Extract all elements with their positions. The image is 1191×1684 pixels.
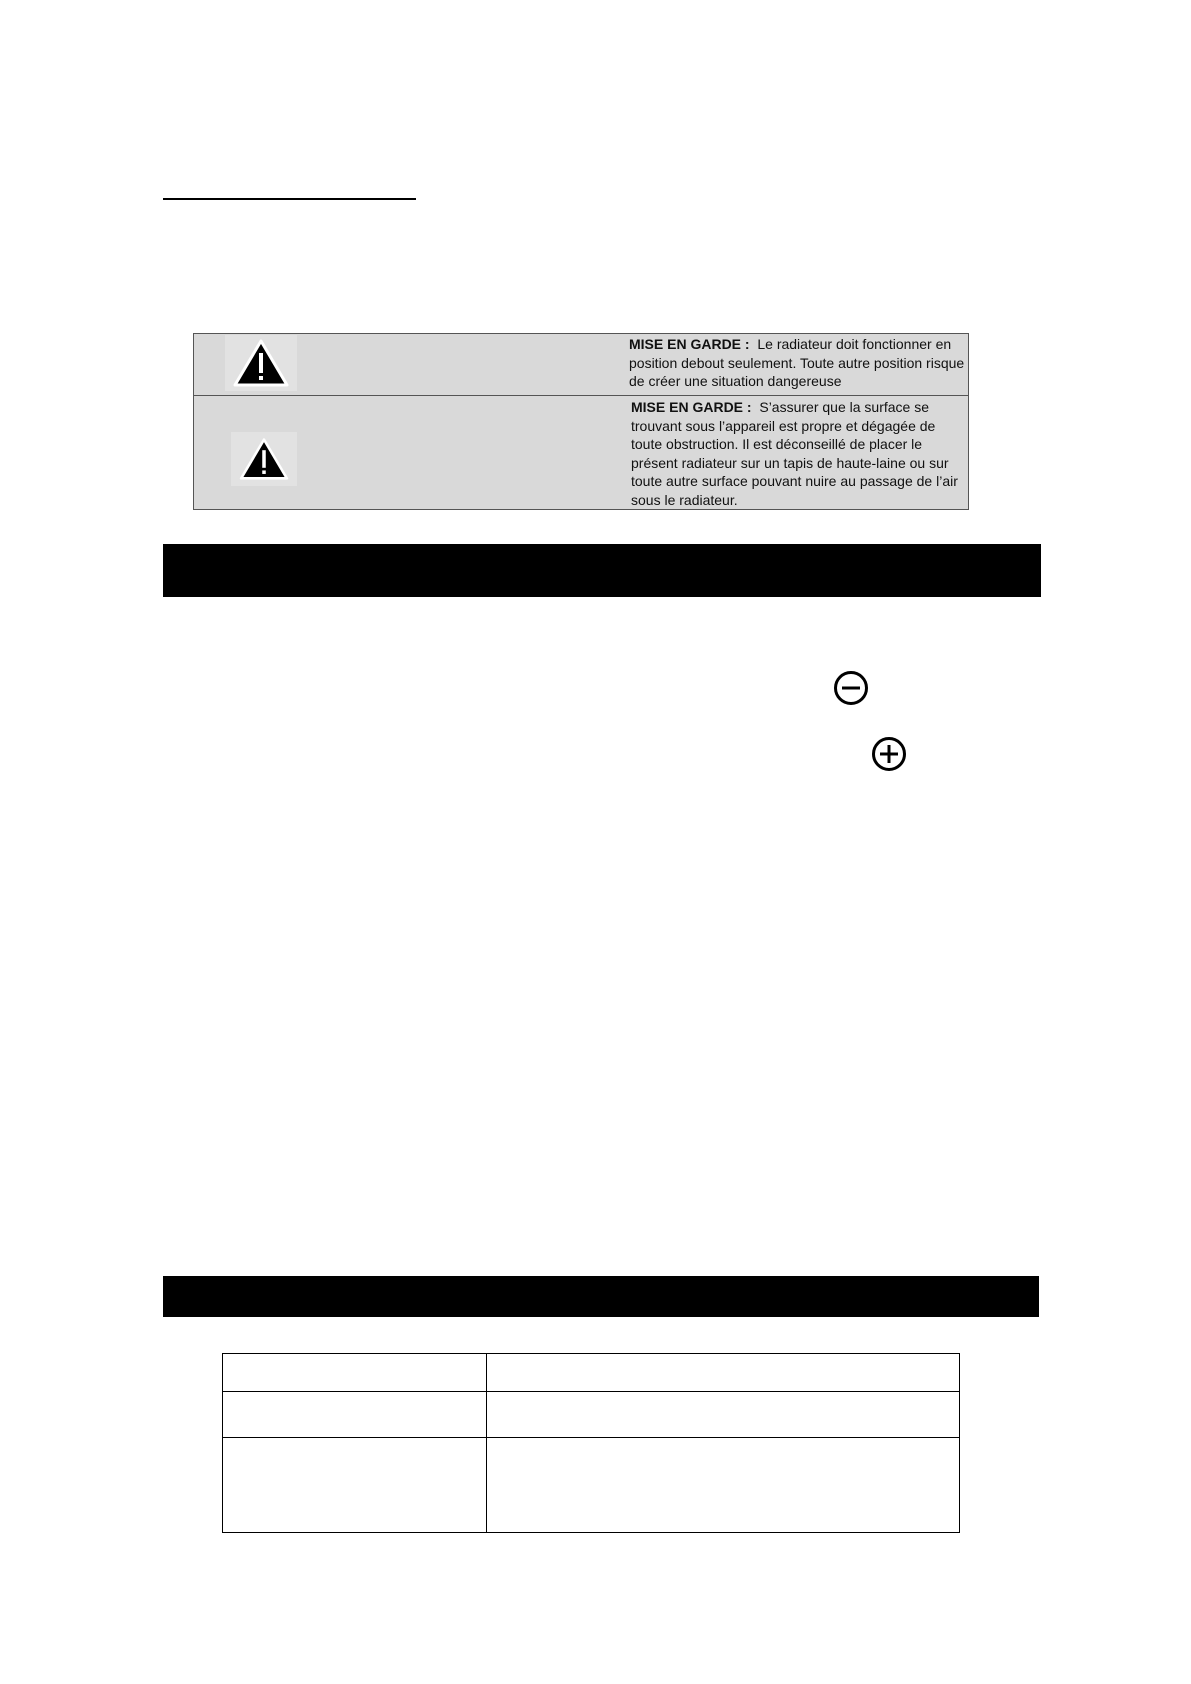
heading-underline — [163, 198, 416, 200]
warning-label: MISE EN GARDE : — [629, 336, 750, 352]
warning-text — [631, 398, 966, 509]
section-header-bar — [163, 544, 1041, 597]
warning-label: MISE EN GARDE : — [631, 399, 752, 415]
warning-text — [629, 335, 966, 391]
warning-triangle-icon — [225, 335, 297, 391]
circled-minus-icon — [833, 670, 869, 706]
table-row — [223, 1438, 960, 1533]
table-row — [223, 1354, 960, 1392]
warning-body: S’assurer que la surface se trouvant sous l’appareil est propre et dégagée de toute obstruction. Il est déconseillé de placer le présent radiateur sur un tapis de haute-laine ou sur toute autre surface pouvant nuire au passage de l’air sous le radiateur. — [631, 399, 958, 508]
warning-row — [194, 334, 968, 396]
table-cell — [223, 1354, 487, 1392]
warning-body: Le radiateur doit fonctionner en position debout seulement. Toute autre position risque de créer une situation dangereuse — [629, 336, 965, 389]
table-cell — [223, 1438, 487, 1533]
section-header-bar — [163, 1276, 1039, 1317]
table-cell — [487, 1354, 960, 1392]
spec-table — [222, 1353, 960, 1533]
table-cell — [223, 1392, 487, 1438]
circled-plus-icon — [871, 736, 907, 772]
table-row — [223, 1392, 960, 1438]
warning-row — [194, 396, 968, 510]
table-cell — [487, 1438, 960, 1533]
warning-triangle-icon — [231, 432, 297, 486]
table-cell — [487, 1392, 960, 1438]
warning-table — [193, 333, 969, 510]
